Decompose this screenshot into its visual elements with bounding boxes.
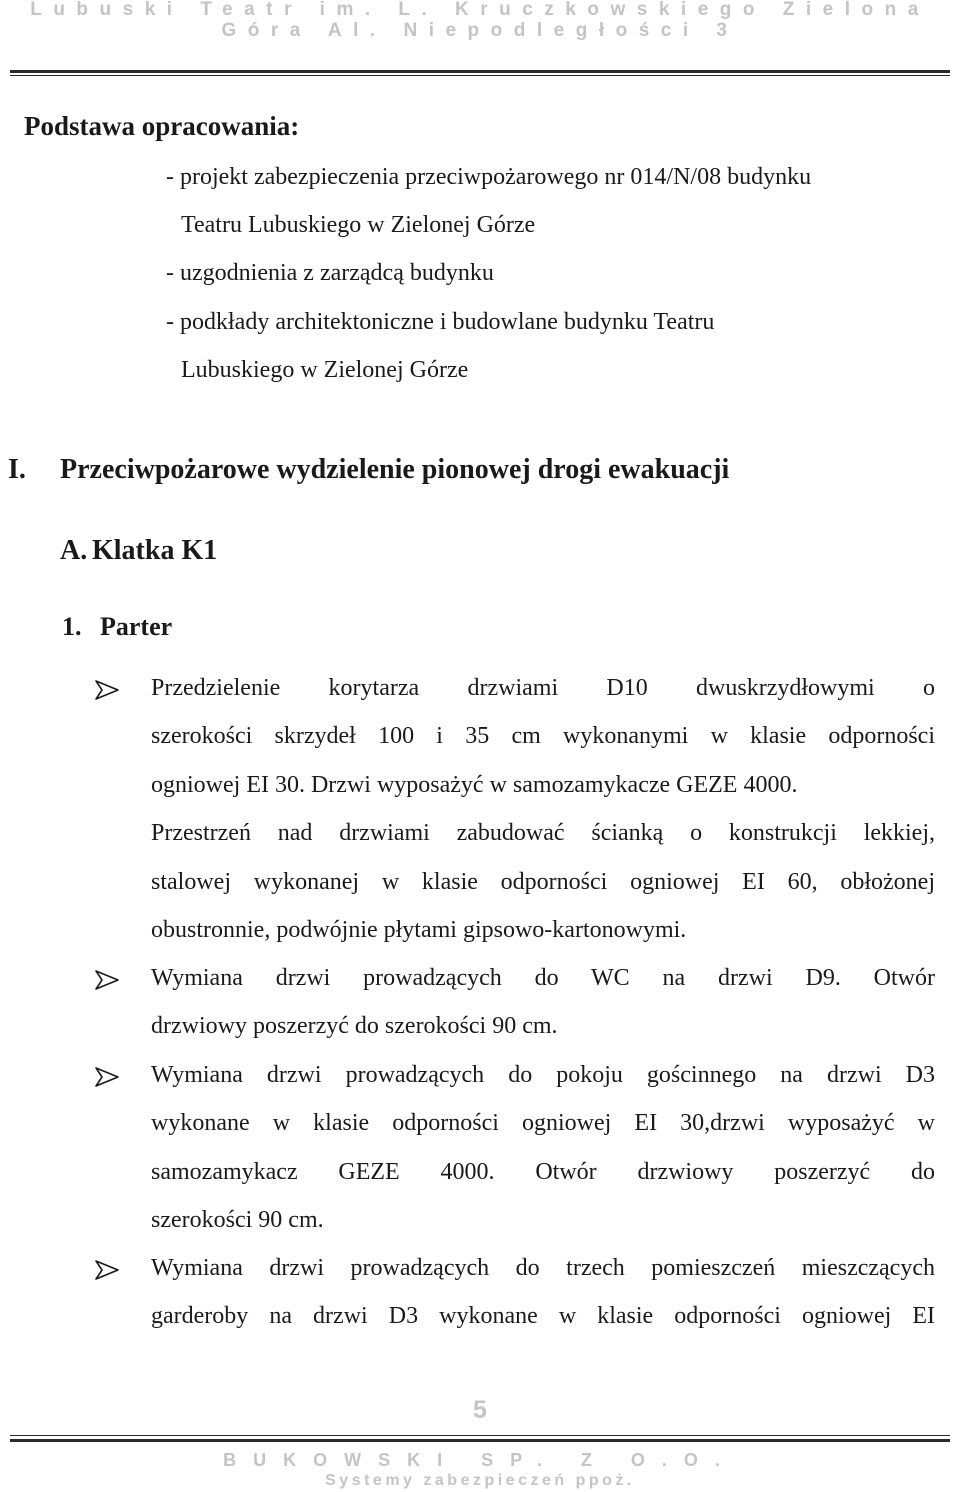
basis-line: Lubuskiego w Zielonej Górze xyxy=(181,357,469,383)
subsubsection-title: Parter xyxy=(100,612,173,641)
subsection-heading xyxy=(60,537,217,565)
footer-rule-thick xyxy=(10,1439,950,1442)
header-line-1: Lubuski Teatr im. L. Kruczkowskiego Zielona xyxy=(30,0,930,20)
arrow-bullet-icon xyxy=(94,1259,120,1281)
bullet-line: garderoby na drzwi D3 wykonane w klasie odporności ogniowej EI xyxy=(151,1303,935,1330)
header-rule-thick xyxy=(10,70,950,73)
bullet-line: szerokości 90 cm. xyxy=(151,1207,324,1234)
bullet-item xyxy=(151,1244,935,1341)
bullet-line: stalowej wykonanej w klasie odporności ogniowej EI 60, obłożonej xyxy=(151,868,935,895)
bullet-line: Przedzielenie korytarza drzwiami D10 dwuskrzydłowymi o xyxy=(151,675,935,701)
subsubsection-number: 1. xyxy=(62,612,82,641)
subsection-number: A. xyxy=(60,535,88,566)
footer-company: BUKOWSKI SP. Z O.O. xyxy=(223,1450,737,1470)
basis-line: - uzgodnienia z zarządcą budynku xyxy=(166,260,494,286)
bullet-line: samozamykacz GEZE 4000. Otwór drzwiowy poszerzyć do xyxy=(151,1158,935,1185)
header-line-2: Góra Al. Niepodległości 3 xyxy=(221,20,739,41)
bullet-item xyxy=(151,1051,935,1245)
section-heading xyxy=(8,456,729,484)
bullet-line: ogniowej EI 30. Drzwi wyposażyć w samozamykacze GEZE 4000. xyxy=(151,771,798,798)
bullet-line: Przestrzeń nad drzwiami zabudować ścianką o konstrukcji lekkiej, xyxy=(151,820,935,847)
arrow-bullet-icon xyxy=(94,969,120,991)
bullet-line: obustronnie, podwójnie płytami gipsowo-kartonowymi. xyxy=(151,916,687,943)
basis-line: - projekt zabezpieczenia przeciwpożarowego nr 014/N/08 budynku xyxy=(166,164,812,190)
bullet-line: szerokości skrzydeł 100 i 35 cm wykonanymi w klasie odporności xyxy=(151,723,935,750)
bullet-line: wykonane w klasie odporności ogniowej EI 30,drzwi wyposażyć w xyxy=(151,1110,935,1137)
arrow-bullet-icon xyxy=(94,679,120,701)
basis-title: Podstawa opracowania: xyxy=(24,111,300,141)
arrow-bullet-icon xyxy=(94,1066,120,1088)
page-number: 5 xyxy=(473,1396,487,1424)
bullet-line: Wymiana drzwi prowadzących do trzech pomieszczeń mieszczących xyxy=(151,1255,935,1281)
basis-line: - podkłady architektoniczne i budowlane budynku Teatru xyxy=(166,309,715,335)
bullet-line: Wymiana drzwi prowadzących do WC na drzwi D9. Otwór xyxy=(151,965,935,991)
bullet-item xyxy=(151,954,935,1051)
basis-line: Teatru Lubuskiego w Zielonej Górze xyxy=(181,212,536,238)
bullet-item xyxy=(151,664,935,954)
section-title: Przeciwpożarowe wydzielenie pionowej drogi ewakuacji xyxy=(60,454,730,485)
bullet-line: Wymiana drzwi prowadzących do pokoju gościnnego na drzwi D3 xyxy=(151,1062,935,1088)
section-number: I. xyxy=(8,454,26,485)
subsection-title: Klatka K1 xyxy=(92,535,218,566)
footer-tagline: Systemy zabezpieczeń ppoż. xyxy=(325,1472,635,1489)
header-rule-thin xyxy=(10,75,950,76)
bullet-line: drzwiowy poszerzyć do szerokości 90 cm. xyxy=(151,1013,558,1040)
subsubsection-heading xyxy=(62,614,172,640)
footer-rule-thin xyxy=(10,1435,950,1436)
